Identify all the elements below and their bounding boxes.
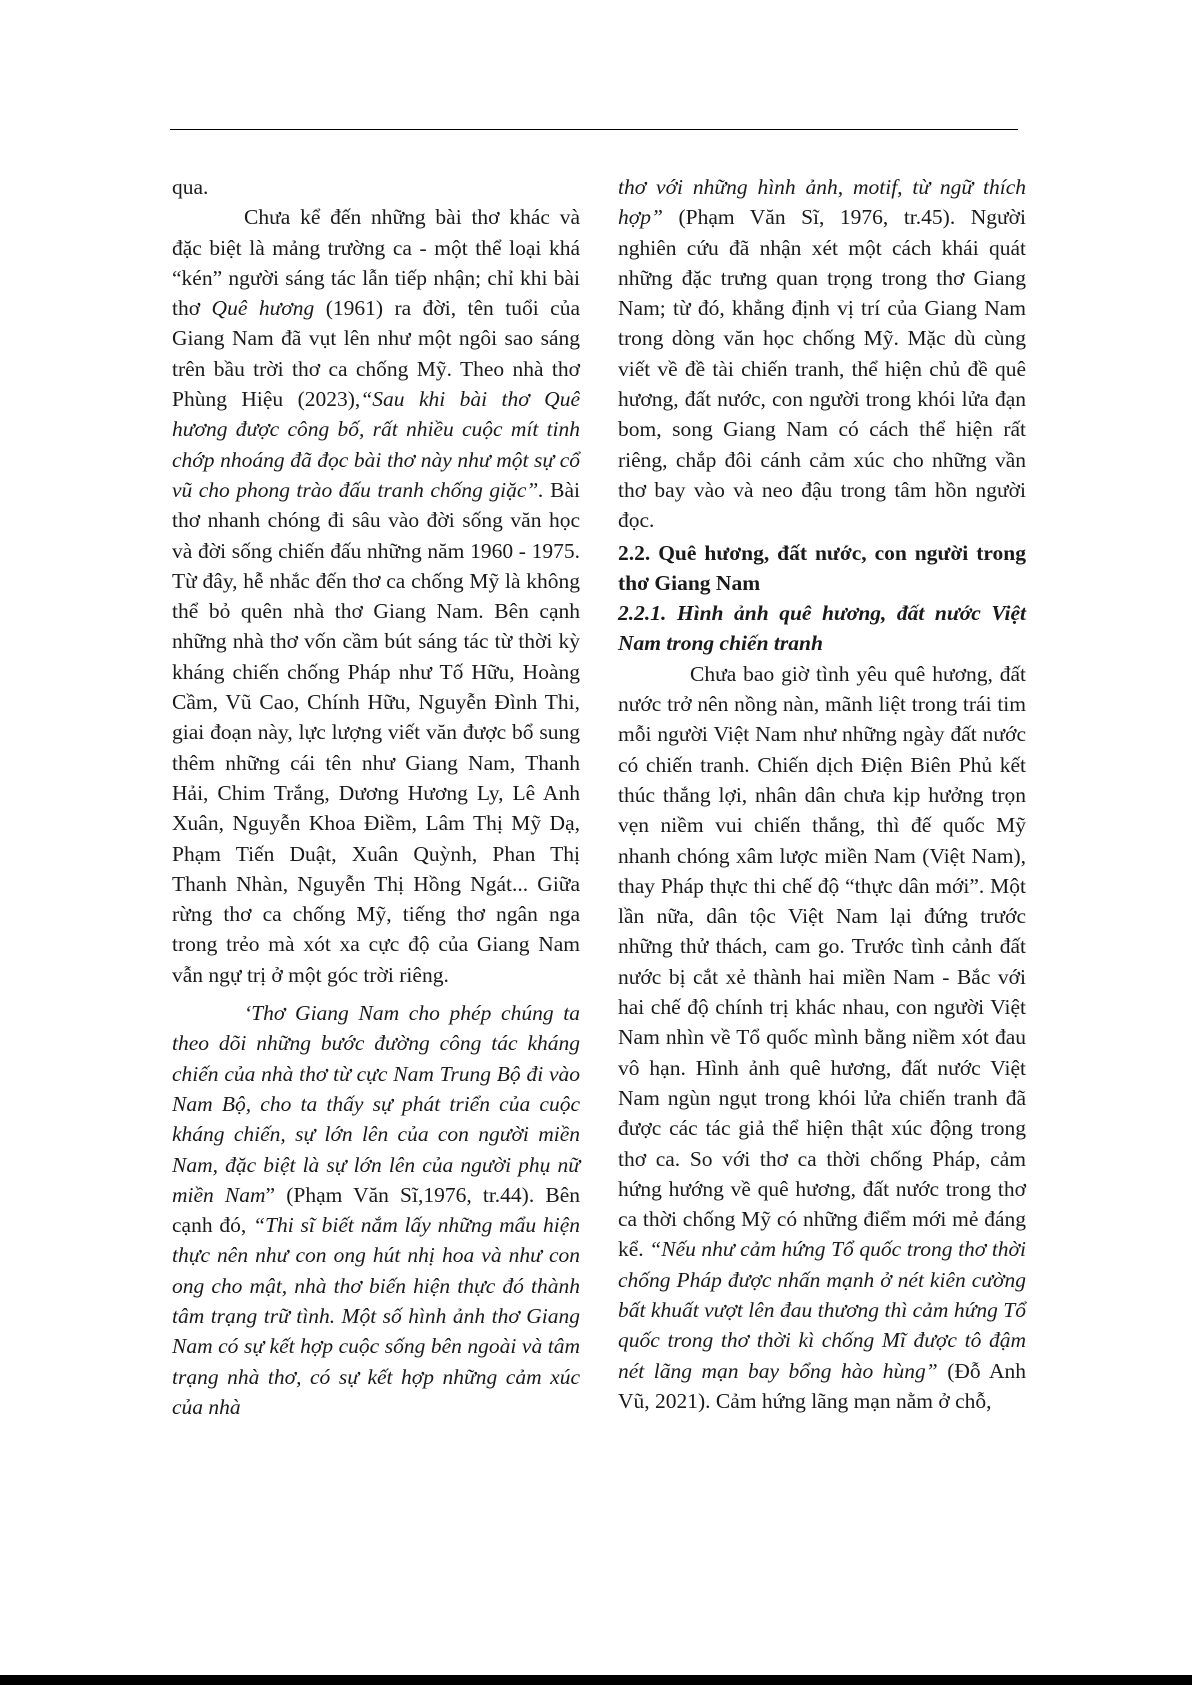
italic-quote: thơ với những hình ảnh, motif, từ ngữ thích hợp” [618, 175, 1026, 230]
text-run: Bài thơ nhanh chóng đi sâu vào đời sống văn học và đời sống chiến đấu những năm 1960 - 1975. Từ đây, hễ nhắc đến thơ ca chống Mỹ là không thể bỏ quên nhà thơ Giang Nam. Bên cạnh những nhà thơ vốn cầm bút sáng tác từ thời kỳ kháng chiến chống Pháp như Tố Hữu, Hoàng Cầm, Vũ Cao, Chính Hữu, Nguyễn Đình Thi, giai đoạn này, lực lượng viết văn được bổ sung thêm những cái tên như Giang Nam, Thanh Hải, Chim Trắng, Dương Hương Ly, Lê Anh Xuân, Nguyễn Khoa Điềm, Lâm Thị Mỹ Dạ, Phạm Tiến Duật, Xuân Quỳnh, Phan Thị Thanh Nhàn, Nguyễn Thị Hồng Ngát... Giữa rừng thơ ca chống Mỹ, tiếng thơ ngân nga trong trẻo mà xót xa cực độ của Giang Nam vẫn ngự trị ở một góc trời riêng. [172, 477, 580, 987]
scan-edge-bar [0, 1675, 1192, 1685]
text-run: Chưa bao giờ tình yêu quê hương, đất nước trở nên nồng nàn, mãnh liệt trong trái tim mỗi người Việt Nam như những ngày đất nước có chiến tranh. Chiến dịch Điện Biên Phủ kết thúc thắng lợi, nhân dân chưa kịp hưởng trọn vẹn niềm vui chiến thắng, thì đế quốc Mỹ nhanh chóng xâm lược miền Nam (Việt Nam), thay Pháp thực thi chế độ “thực dân mới”. Một lần nữa, dân tộc Việt Nam lại đứng trước những thử thách, cam go. Trước tình cảnh đất nước bị cắt xẻ thành hai miền Nam - Bắc với hai chế độ chính trị khác nhau, con người Việt Nam nhìn về Tổ quốc mình bằng niềm xót đau vô hạn. Hình ảnh quê hương, đất nước Việt Nam ngùn ngụt trong khói lửa chiến tranh đã được các tác giả thể hiện thật xúc động trong thơ ca. So với thơ ca thời chống Pháp, cảm hứng hướng về quê hương, đất nước trong thơ ca thời chống Mỹ có những điểm mới mẻ đáng kể. [618, 661, 1026, 1262]
subsection-heading: 2.2.1. Hình ảnh quê hương, đất nước Việt Nam trong chiến tranh [618, 601, 1026, 656]
italic-title: Quê hương [211, 296, 315, 321]
italic-quote: “Thi sĩ biết nắm lấy những mẩu hiện thực nên như con ong hút nhị hoa và như con ong cho mật, nhà thơ biến hiện thực đó thành tâm trạng trữ tình. Một số hình ảnh thơ Giang Nam có sự kết hợp cuộc sống bên ngoài và tâm trạng nhà thơ, có sự kết hợp những cảm xúc của nhà [172, 1213, 580, 1419]
italic-quote: ‘Thơ Giang Nam cho phép chúng ta theo dõi những bước đường công tác kháng chiến của nhà thơ từ cực Nam Trung Bộ đi vào Nam Bộ, cho ta thấy sự phát triển của cuộc kháng chiến, sự lớn lên của con người miền Nam, đặc biệt là sự lớn lên của người phụ nữ miền Nam [172, 1001, 580, 1207]
paragraph [172, 172, 580, 202]
paragraph [618, 172, 1026, 536]
text-run: (Đỗ Anh Vũ, 2021). Cảm hứng lãng mạn nằm ở chỗ, [618, 1358, 1026, 1413]
italic-quote: “Sau khi bài thơ Quê hương được công bố, rất nhiều cuộc mít tinh chớp nhoáng đã đọc bài thơ này như một sự cổ vũ cho phong trào đấu tranh chống giặc”. [172, 387, 580, 502]
section-heading: 2.2. Quê hương, đất nước, con người trong thơ Giang Nam [618, 540, 1026, 595]
paragraph [172, 202, 580, 990]
italic-quote: “Nếu như cảm hứng Tổ quốc trong thơ thời chống Pháp được nhấn mạnh ở nét kiên cường bất khuất vượt lên đau thương thì cảm hứng Tổ quốc trong thơ thời kì chống Mĩ được tô đậm nét lãng mạn bay bổng hào hùng” [618, 1237, 1026, 1383]
text-run: qua. [172, 175, 209, 199]
header-rule [170, 129, 1018, 130]
paragraph [618, 659, 1026, 1416]
text-run: (Phạm Văn Sĩ, 1976, tr.45). Người nghiên cứu đã nhận xét một cách khái quát những đặc trưng quan trọng trong thơ Giang Nam; từ đó, khẳng định vị trí của Giang Nam trong dòng văn học chống Mỹ. Mặc dù cùng viết về đề tài chiến tranh, thể hiện chủ đề quê hương, đất nước, con người trong khói lửa đạn bom, song Giang Nam có cách thể hiện rất riêng, chắp đôi cánh cảm xúc cho những vần thơ bay vào và neo đậu trong tâm hồn người đọc. [618, 205, 1026, 533]
text-run: Chưa kể đến những bài thơ khác và đặc biệt là mảng trường ca - một thể loại khá “kén” người sáng tác lẫn tiếp nhận; chỉ khi bài thơ [172, 205, 580, 321]
text-run: (1961) ra đời, tên tuổi của Giang Nam đã vụt lên như một ngôi sao sáng trên bầu trời thơ ca chống Mỹ. Theo nhà thơ Phùng Hiệu (2023), [172, 296, 580, 412]
paragraph [172, 998, 580, 1422]
text-run: ” (Phạm Văn Sĩ,1976, tr.44). Bên cạnh đó, [172, 1182, 580, 1238]
left-column [172, 172, 580, 1422]
right-column [618, 172, 1026, 1416]
